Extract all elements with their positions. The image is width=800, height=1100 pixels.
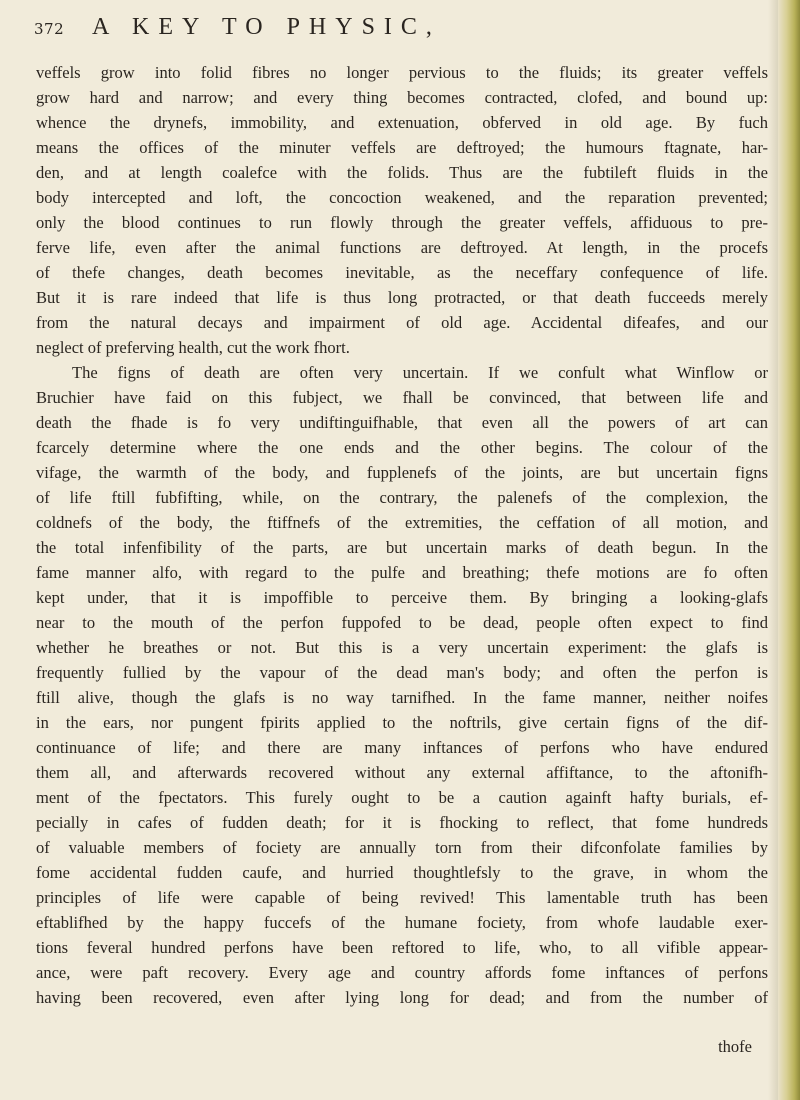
text-line: ferve life, even after the animal functions are deftroyed. At length, in the procefs bbox=[36, 238, 768, 257]
text-line: means the offices of the minuter veffels are deftroyed; the humours ftagnate, har- bbox=[36, 138, 768, 157]
text-line: den, and at length coalefce with the folids. Thus are the fubtileft fluids in the bbox=[36, 163, 768, 182]
text-line: in the ears, nor pungent fpirits applied to the noftrils, give certain figns of the dif- bbox=[36, 713, 768, 732]
text-body bbox=[36, 60, 768, 1010]
text-line: fcarcely determine where the one ends and the other begins. The colour of the bbox=[36, 438, 768, 457]
text-line: The figns of death are often very uncertain. If we confult what Winflow or bbox=[72, 363, 768, 382]
text-line: whether he breathes or not. But this is a very uncertain experiment: the glafs is bbox=[36, 638, 768, 657]
text-line: principles of life were capable of being revived! This lamentable truth has been bbox=[36, 888, 768, 907]
text-line: body intercepted and loft, the concoction weakened, and the reparation prevented; bbox=[36, 188, 768, 207]
text-line: tions feveral hundred perfons have been reftored to life, who, to all vifible appear- bbox=[36, 938, 768, 957]
text-line: the total infenfibility of the parts, are but uncertain marks of death begun. In the bbox=[36, 538, 768, 557]
running-head: A KEY TO PHYSIC, bbox=[92, 14, 441, 40]
text-line: But it is rare indeed that life is thus long protracted, or that death fucceeds merely bbox=[36, 288, 768, 307]
text-line: whence the drynefs, immobility, and extenuation, obferved in old age. By fuch bbox=[36, 113, 768, 132]
text-line: pecially in cafes of fudden death; for it is fhocking to reflect, that fome hundreds bbox=[36, 813, 768, 832]
text-line: eftablifhed by the happy fuccefs of the humane fociety, from whofe laudable exer- bbox=[36, 913, 768, 932]
text-line: from the natural decays and impairment of old age. Accidental difeafes, and our bbox=[36, 313, 768, 332]
text-line: Bruchier have faid on this fubject, we fhall be convinced, that between life and bbox=[36, 388, 768, 407]
text-line: ment of the fpectators. This furely ought to be a caution againft hafty burials, ef- bbox=[36, 788, 768, 807]
text-line: ftill alive, though the glafs is no way tarnifhed. In the fame manner, neither noifes bbox=[36, 688, 768, 707]
text-line: fame manner alfo, with regard to the pulfe and breathing; thefe motions are fo often bbox=[36, 563, 768, 582]
text-line: kept under, that it is impoffible to perceive them. By bringing a looking-glafs bbox=[36, 588, 768, 607]
catchword: thofe bbox=[718, 1037, 752, 1056]
text-line: grow hard and narrow; and every thing becomes contracted, clofed, and bound up: bbox=[36, 88, 768, 107]
text-line: only the blood continues to run flowly through the greater veffels, affiduous to pre- bbox=[36, 213, 768, 232]
page-number: 372 bbox=[34, 20, 65, 38]
text-line: having been recovered, even after lying long for dead; and from the number of bbox=[36, 988, 768, 1007]
text-line: of life ftill fubfifting, while, on the contrary, the palenefs of the complexion, the bbox=[36, 488, 768, 507]
text-line: of valuable members of fociety are annually torn from their difconfolate families by bbox=[36, 838, 768, 857]
text-line: them all, and afterwards recovered without any external affiftance, to the aftonifh- bbox=[36, 763, 768, 782]
text-line: fome accidental fudden caufe, and hurried thoughtlefsly to the grave, in whom the bbox=[36, 863, 768, 882]
page-header bbox=[34, 14, 754, 48]
page-gutter-shadow bbox=[768, 0, 778, 1100]
text-line: death the fhade is fo very undiftinguifhable, that even all the powers of art can bbox=[36, 413, 768, 432]
text-line: ance, were paft recovery. Every age and country affords fome inftances of perfons bbox=[36, 963, 768, 982]
text-line: frequently fullied by the vapour of the dead man's body; and often the perfon is bbox=[36, 663, 768, 682]
text-line: of thefe changes, death becomes inevitable, as the neceffary confequence of life. bbox=[36, 263, 768, 282]
text-line: neglect of preferving health, cut the work fhort. bbox=[36, 338, 350, 357]
text-line: veffels grow into folid fibres no longer pervious to the fluids; its greater veffels bbox=[36, 63, 768, 82]
page-edge bbox=[778, 0, 800, 1100]
text-line: near to the mouth of the perfon fuppofed to be dead, people often expect to find bbox=[36, 613, 768, 632]
text-line: coldnefs of the body, the ftiffnefs of the extremities, the ceffation of all motion, and bbox=[36, 513, 768, 532]
text-line: continuance of life; and there are many inftances of perfons who have endured bbox=[36, 738, 768, 757]
text-line: vifage, the warmth of the body, and fupplenefs of the joints, are but uncertain figns bbox=[36, 463, 768, 482]
